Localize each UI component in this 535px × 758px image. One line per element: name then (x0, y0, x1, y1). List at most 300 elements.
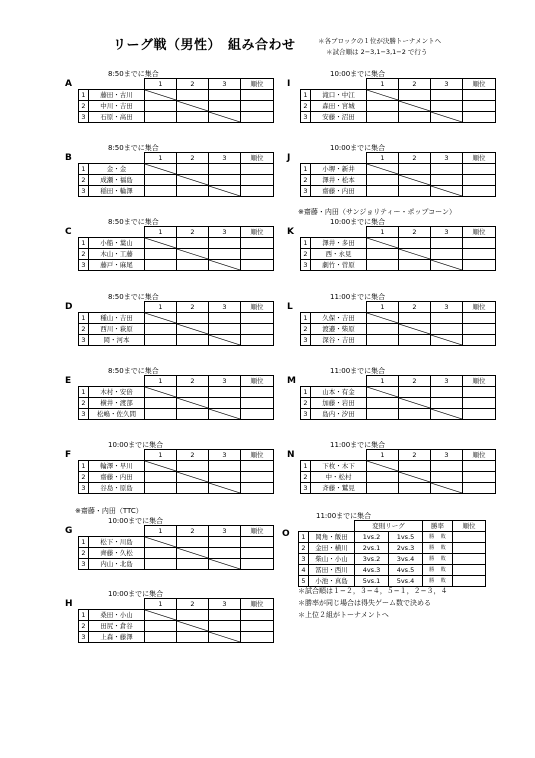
block-letter: C (65, 227, 72, 237)
score-cell (209, 90, 241, 101)
score-cell (145, 621, 177, 632)
league-table (78, 301, 274, 346)
match-1: 2vs.1 (355, 543, 389, 554)
win-loss-mark: 勝 敗 (423, 565, 453, 576)
gather-time: 8:50までに集合 (108, 70, 159, 78)
col-header: 1 (145, 79, 177, 90)
pair-number: 3 (79, 409, 89, 420)
col-header: 3 (209, 450, 241, 461)
table-row (301, 483, 496, 494)
diagonal-cell (367, 238, 399, 249)
diagonal-cell (177, 249, 209, 260)
col-header: 1 (145, 302, 177, 313)
score-cell (431, 313, 463, 324)
score-cell (367, 324, 399, 335)
col-header: 1 (145, 227, 177, 238)
score-cell (399, 313, 431, 324)
block-o-table (298, 520, 486, 587)
pair-number: 1 (301, 164, 311, 175)
table-row (79, 249, 274, 260)
col-header: 1 (367, 153, 399, 164)
rank-cell (463, 175, 496, 186)
league-table (300, 449, 496, 494)
block-o-note-1: ＊試合順は１−２，３−４，５−１，２−３，４ (298, 587, 448, 595)
col-header: 1 (145, 599, 177, 610)
col-header: 3 (431, 227, 463, 238)
pair-names: 西川・萩原 (89, 324, 145, 335)
score-cell (209, 175, 241, 186)
pair-names: 西・永見 (311, 249, 367, 260)
table-row (79, 621, 274, 632)
league-table (78, 152, 274, 197)
block-letter: K (287, 227, 294, 237)
score-cell (145, 335, 177, 346)
league-table (300, 78, 496, 123)
block-letter: M (287, 376, 296, 386)
score-cell (431, 175, 463, 186)
col-header: 2 (399, 376, 431, 387)
table-row (301, 238, 496, 249)
match-1: 5vs.1 (355, 576, 389, 587)
score-cell (177, 313, 209, 324)
pair-names: 柴山・小山 (309, 554, 355, 565)
league-table (300, 226, 496, 271)
score-cell (209, 164, 241, 175)
diagonal-cell (209, 186, 241, 197)
diagonal-cell (367, 461, 399, 472)
pair-number: 1 (301, 461, 311, 472)
pair-names: 木村・安倍 (89, 387, 145, 398)
diagonal-cell (145, 313, 177, 324)
rank-cell (241, 324, 274, 335)
rank-cell (241, 112, 274, 123)
gather-time: 11:00までに集合 (330, 293, 386, 301)
score-cell (177, 112, 209, 123)
table-row (79, 324, 274, 335)
rank-cell (453, 554, 486, 565)
diagonal-cell (367, 387, 399, 398)
block-letter: H (65, 599, 73, 609)
rank-cell (241, 249, 274, 260)
score-cell (209, 313, 241, 324)
table-row (301, 324, 496, 335)
rank-cell (463, 387, 496, 398)
col-header: 順位 (241, 79, 274, 90)
pair-number: 2 (79, 472, 89, 483)
rank-cell (241, 610, 274, 621)
block-letter: G (65, 526, 73, 536)
pair-number: 3 (79, 483, 89, 494)
diagonal-cell (367, 164, 399, 175)
score-cell (145, 483, 177, 494)
pair-number: 3 (301, 409, 311, 420)
col-header: 3 (209, 526, 241, 537)
diagonal-cell (209, 483, 241, 494)
pair-names: 岡・河本 (89, 335, 145, 346)
pair-names: 谷島・原島 (89, 483, 145, 494)
pair-number: 3 (301, 186, 311, 197)
col-header: 2 (177, 79, 209, 90)
col-header: 3 (209, 79, 241, 90)
rank-cell (463, 409, 496, 420)
diagonal-cell (399, 249, 431, 260)
pair-names: 下枚・木下 (311, 461, 367, 472)
table-row (301, 398, 496, 409)
pair-number: 1 (79, 387, 89, 398)
league-table (78, 375, 274, 420)
table-row (79, 112, 274, 123)
match-2: 5vs.4 (389, 576, 423, 587)
pair-number: 3 (301, 260, 311, 271)
score-cell (209, 238, 241, 249)
pair-names: 金田・横川 (309, 543, 355, 554)
rank-cell (241, 238, 274, 249)
score-cell (177, 90, 209, 101)
col-header: 3 (209, 153, 241, 164)
pair-names: 小船・葉山 (89, 238, 145, 249)
pair-number: 1 (301, 90, 311, 101)
score-cell (177, 483, 209, 494)
diagonal-cell (399, 398, 431, 409)
score-cell (209, 461, 241, 472)
pair-number: 2 (79, 175, 89, 186)
pair-number: 2 (79, 101, 89, 112)
rank-cell (463, 483, 496, 494)
table-row (301, 175, 496, 186)
pair-names: 藤戸・麻尾 (89, 260, 145, 271)
score-cell (431, 101, 463, 112)
score-cell (431, 249, 463, 260)
match-2: 1vs.5 (389, 532, 423, 543)
win-loss-mark: 勝 敗 (423, 532, 453, 543)
pair-number: 1 (79, 238, 89, 249)
match-2: 3vs.4 (389, 554, 423, 565)
pair-number: 3 (79, 260, 89, 271)
score-cell (209, 548, 241, 559)
col-header: 1 (367, 376, 399, 387)
match-2: 4vs.5 (389, 565, 423, 576)
table-row (301, 90, 496, 101)
rank-cell (241, 409, 274, 420)
table-row (79, 238, 274, 249)
rank-cell (463, 112, 496, 123)
table-row (301, 472, 496, 483)
pair-names: 齊藤・久松 (89, 548, 145, 559)
block-letter: I (287, 79, 291, 89)
rank-cell (241, 101, 274, 112)
rank-cell (463, 324, 496, 335)
col-header: 3 (209, 302, 241, 313)
score-cell (367, 398, 399, 409)
score-cell (399, 186, 431, 197)
pair-number: 2 (301, 249, 311, 260)
pair-names: 松下・川島 (89, 537, 145, 548)
score-cell (367, 335, 399, 346)
col-header: 2 (399, 227, 431, 238)
pair-names: 内山・北島 (89, 559, 145, 570)
pair-number: 3 (301, 483, 311, 494)
score-cell (145, 548, 177, 559)
rank-cell (463, 186, 496, 197)
block-o-note-3: ＊上位２組がトーナメントへ (298, 611, 389, 619)
pair-names: 斉藤・鷲見 (311, 483, 367, 494)
rank-cell (241, 537, 274, 548)
rank-cell (463, 398, 496, 409)
pair-names: 冨田・西川 (309, 565, 355, 576)
rank-cell (463, 90, 496, 101)
diagonal-cell (145, 387, 177, 398)
rank-cell (241, 398, 274, 409)
rank-cell (241, 548, 274, 559)
pair-number: 3 (79, 186, 89, 197)
pair-number: 1 (79, 313, 89, 324)
table-row (301, 335, 496, 346)
table-row (301, 164, 496, 175)
league-table (78, 449, 274, 494)
table-row (301, 461, 496, 472)
col-header: 2 (399, 153, 431, 164)
diagonal-cell (145, 537, 177, 548)
gather-time: 10:00までに集合 (108, 517, 164, 525)
score-cell (209, 610, 241, 621)
rank-cell (241, 559, 274, 570)
diagonal-cell (177, 621, 209, 632)
col-header: 3 (431, 450, 463, 461)
pair-names: 輪澤・早川 (89, 461, 145, 472)
win-loss-mark: 勝 敗 (423, 576, 453, 587)
pair-names: 横井・渡部 (89, 398, 145, 409)
score-cell (399, 260, 431, 271)
rank-cell (463, 249, 496, 260)
gather-time: 11:00までに集合 (330, 441, 386, 449)
league-table (78, 525, 274, 570)
col-header: 順位 (463, 450, 496, 461)
score-cell (145, 398, 177, 409)
col-header: 1 (145, 153, 177, 164)
score-cell (209, 537, 241, 548)
rank-cell (241, 461, 274, 472)
gather-time: 10:00までに集合 (330, 70, 386, 78)
pair-names: 藤田・古川 (89, 90, 145, 101)
block-letter: F (65, 450, 72, 460)
header-irregular-league: 変則リーグ (355, 521, 423, 532)
score-cell (399, 164, 431, 175)
col-header: 順位 (241, 599, 274, 610)
rank-cell (453, 576, 486, 587)
table-row (299, 532, 486, 543)
pair-names: 滝口・中江 (311, 90, 367, 101)
table-row (79, 537, 274, 548)
score-cell (367, 101, 399, 112)
diagonal-cell (177, 175, 209, 186)
score-cell (399, 112, 431, 123)
block-letter: E (65, 376, 72, 386)
diagonal-cell (431, 409, 463, 420)
score-cell (399, 387, 431, 398)
pair-names: 中川・吉田 (89, 101, 145, 112)
diagonal-cell (145, 164, 177, 175)
col-header: 2 (177, 450, 209, 461)
header-rank: 順位 (453, 521, 486, 532)
block-letter: L (287, 302, 293, 312)
diagonal-cell (177, 398, 209, 409)
table-row (79, 483, 274, 494)
score-cell (367, 472, 399, 483)
col-header: 3 (209, 227, 241, 238)
table-row (301, 112, 496, 123)
score-cell (145, 324, 177, 335)
league-table (78, 226, 274, 271)
gather-time: 10:00までに集合 (108, 590, 164, 598)
score-cell (367, 483, 399, 494)
pair-names: 森田・宮城 (311, 101, 367, 112)
diagonal-cell (209, 632, 241, 643)
pair-number: 5 (299, 576, 309, 587)
diagonal-cell (399, 175, 431, 186)
score-cell (145, 559, 177, 570)
pair-number: 1 (79, 610, 89, 621)
table-row (79, 90, 274, 101)
block-o (282, 512, 486, 619)
table-row (299, 576, 486, 587)
score-cell (177, 260, 209, 271)
rank-cell (241, 313, 274, 324)
col-header: 1 (145, 526, 177, 537)
table-row (79, 186, 274, 197)
pair-number: 1 (299, 532, 309, 543)
table-row (79, 101, 274, 112)
header-win-rate: 勝率 (423, 521, 453, 532)
pair-number: 2 (79, 249, 89, 260)
score-cell (399, 409, 431, 420)
col-header: 2 (399, 302, 431, 313)
rank-cell (241, 186, 274, 197)
score-cell (145, 472, 177, 483)
win-loss-mark: 勝 敗 (423, 554, 453, 565)
pair-number: 2 (299, 543, 309, 554)
gather-time: 10:00までに集合 (330, 144, 386, 152)
league-table (78, 598, 274, 643)
pair-names: 中・松村 (311, 472, 367, 483)
diagonal-cell (177, 101, 209, 112)
col-header: 順位 (463, 302, 496, 313)
pair-names: 澤井・多田 (311, 238, 367, 249)
pair-number: 3 (301, 112, 311, 123)
block-letter: O (282, 529, 290, 539)
diagonal-cell (209, 335, 241, 346)
pair-names: 種山・吉田 (89, 313, 145, 324)
gather-time: 10:00までに集合 (108, 441, 164, 449)
header-note-1: ＊各ブロックの１位が決勝トーナメントへ (318, 37, 442, 45)
pair-number: 1 (301, 313, 311, 324)
col-header: 2 (177, 376, 209, 387)
pair-number: 3 (79, 335, 89, 346)
diagonal-cell (145, 610, 177, 621)
pair-names: 岡角・飯田 (309, 532, 355, 543)
match-1: 4vs.3 (355, 565, 389, 576)
diagonal-cell (399, 324, 431, 335)
pair-names: 稲田・輪澤 (89, 186, 145, 197)
league-table (78, 78, 274, 123)
table-row (299, 565, 486, 576)
table-row (79, 164, 274, 175)
pair-names: 成瀬・福島 (89, 175, 145, 186)
pair-names: 久保・吉田 (311, 313, 367, 324)
block-letter: B (65, 153, 72, 163)
table-row (79, 559, 274, 570)
pair-names: 小堺・新井 (311, 164, 367, 175)
league-table (300, 152, 496, 197)
table-row (301, 313, 496, 324)
block-letter: N (287, 450, 295, 460)
table-row (301, 186, 496, 197)
pair-names: 齋藤・内田 (311, 186, 367, 197)
table-row (79, 175, 274, 186)
pair-number: 3 (301, 335, 311, 346)
pair-names: 島内・汐田 (311, 409, 367, 420)
score-cell (177, 238, 209, 249)
score-cell (209, 621, 241, 632)
score-cell (177, 409, 209, 420)
score-cell (431, 90, 463, 101)
score-cell (399, 461, 431, 472)
pair-number: 1 (79, 537, 89, 548)
score-cell (367, 175, 399, 186)
col-header: 2 (177, 599, 209, 610)
score-cell (177, 559, 209, 570)
score-cell (367, 186, 399, 197)
pair-names: 田尻・倉谷 (89, 621, 145, 632)
pair-number: 2 (301, 101, 311, 112)
rank-cell (453, 532, 486, 543)
table-row (79, 548, 274, 559)
score-cell (431, 398, 463, 409)
diagonal-cell (177, 472, 209, 483)
pair-names: 石原・高田 (89, 112, 145, 123)
rank-cell (463, 313, 496, 324)
rank-cell (463, 164, 496, 175)
col-header: 順位 (241, 227, 274, 238)
col-header: 3 (431, 376, 463, 387)
score-cell (367, 409, 399, 420)
pair-number: 3 (299, 554, 309, 565)
match-1: 1vs.2 (355, 532, 389, 543)
pair-number: 2 (301, 472, 311, 483)
col-header: 3 (431, 302, 463, 313)
rank-cell (463, 101, 496, 112)
col-header: 順位 (241, 526, 274, 537)
score-cell (177, 186, 209, 197)
col-header: 3 (431, 153, 463, 164)
score-cell (145, 175, 177, 186)
score-cell (367, 260, 399, 271)
diagonal-cell (177, 324, 209, 335)
col-header: 1 (145, 450, 177, 461)
table-row (79, 610, 274, 621)
pair-names: 安藤・沼田 (311, 112, 367, 123)
pair-names: 加藤・岩田 (311, 398, 367, 409)
diagonal-cell (431, 335, 463, 346)
rank-cell (241, 90, 274, 101)
rank-cell (463, 260, 496, 271)
diagonal-cell (145, 461, 177, 472)
rank-cell (241, 164, 274, 175)
col-header: 2 (177, 153, 209, 164)
score-cell (431, 472, 463, 483)
pair-names: 澤井・松本 (311, 175, 367, 186)
league-table (300, 301, 496, 346)
score-cell (209, 398, 241, 409)
